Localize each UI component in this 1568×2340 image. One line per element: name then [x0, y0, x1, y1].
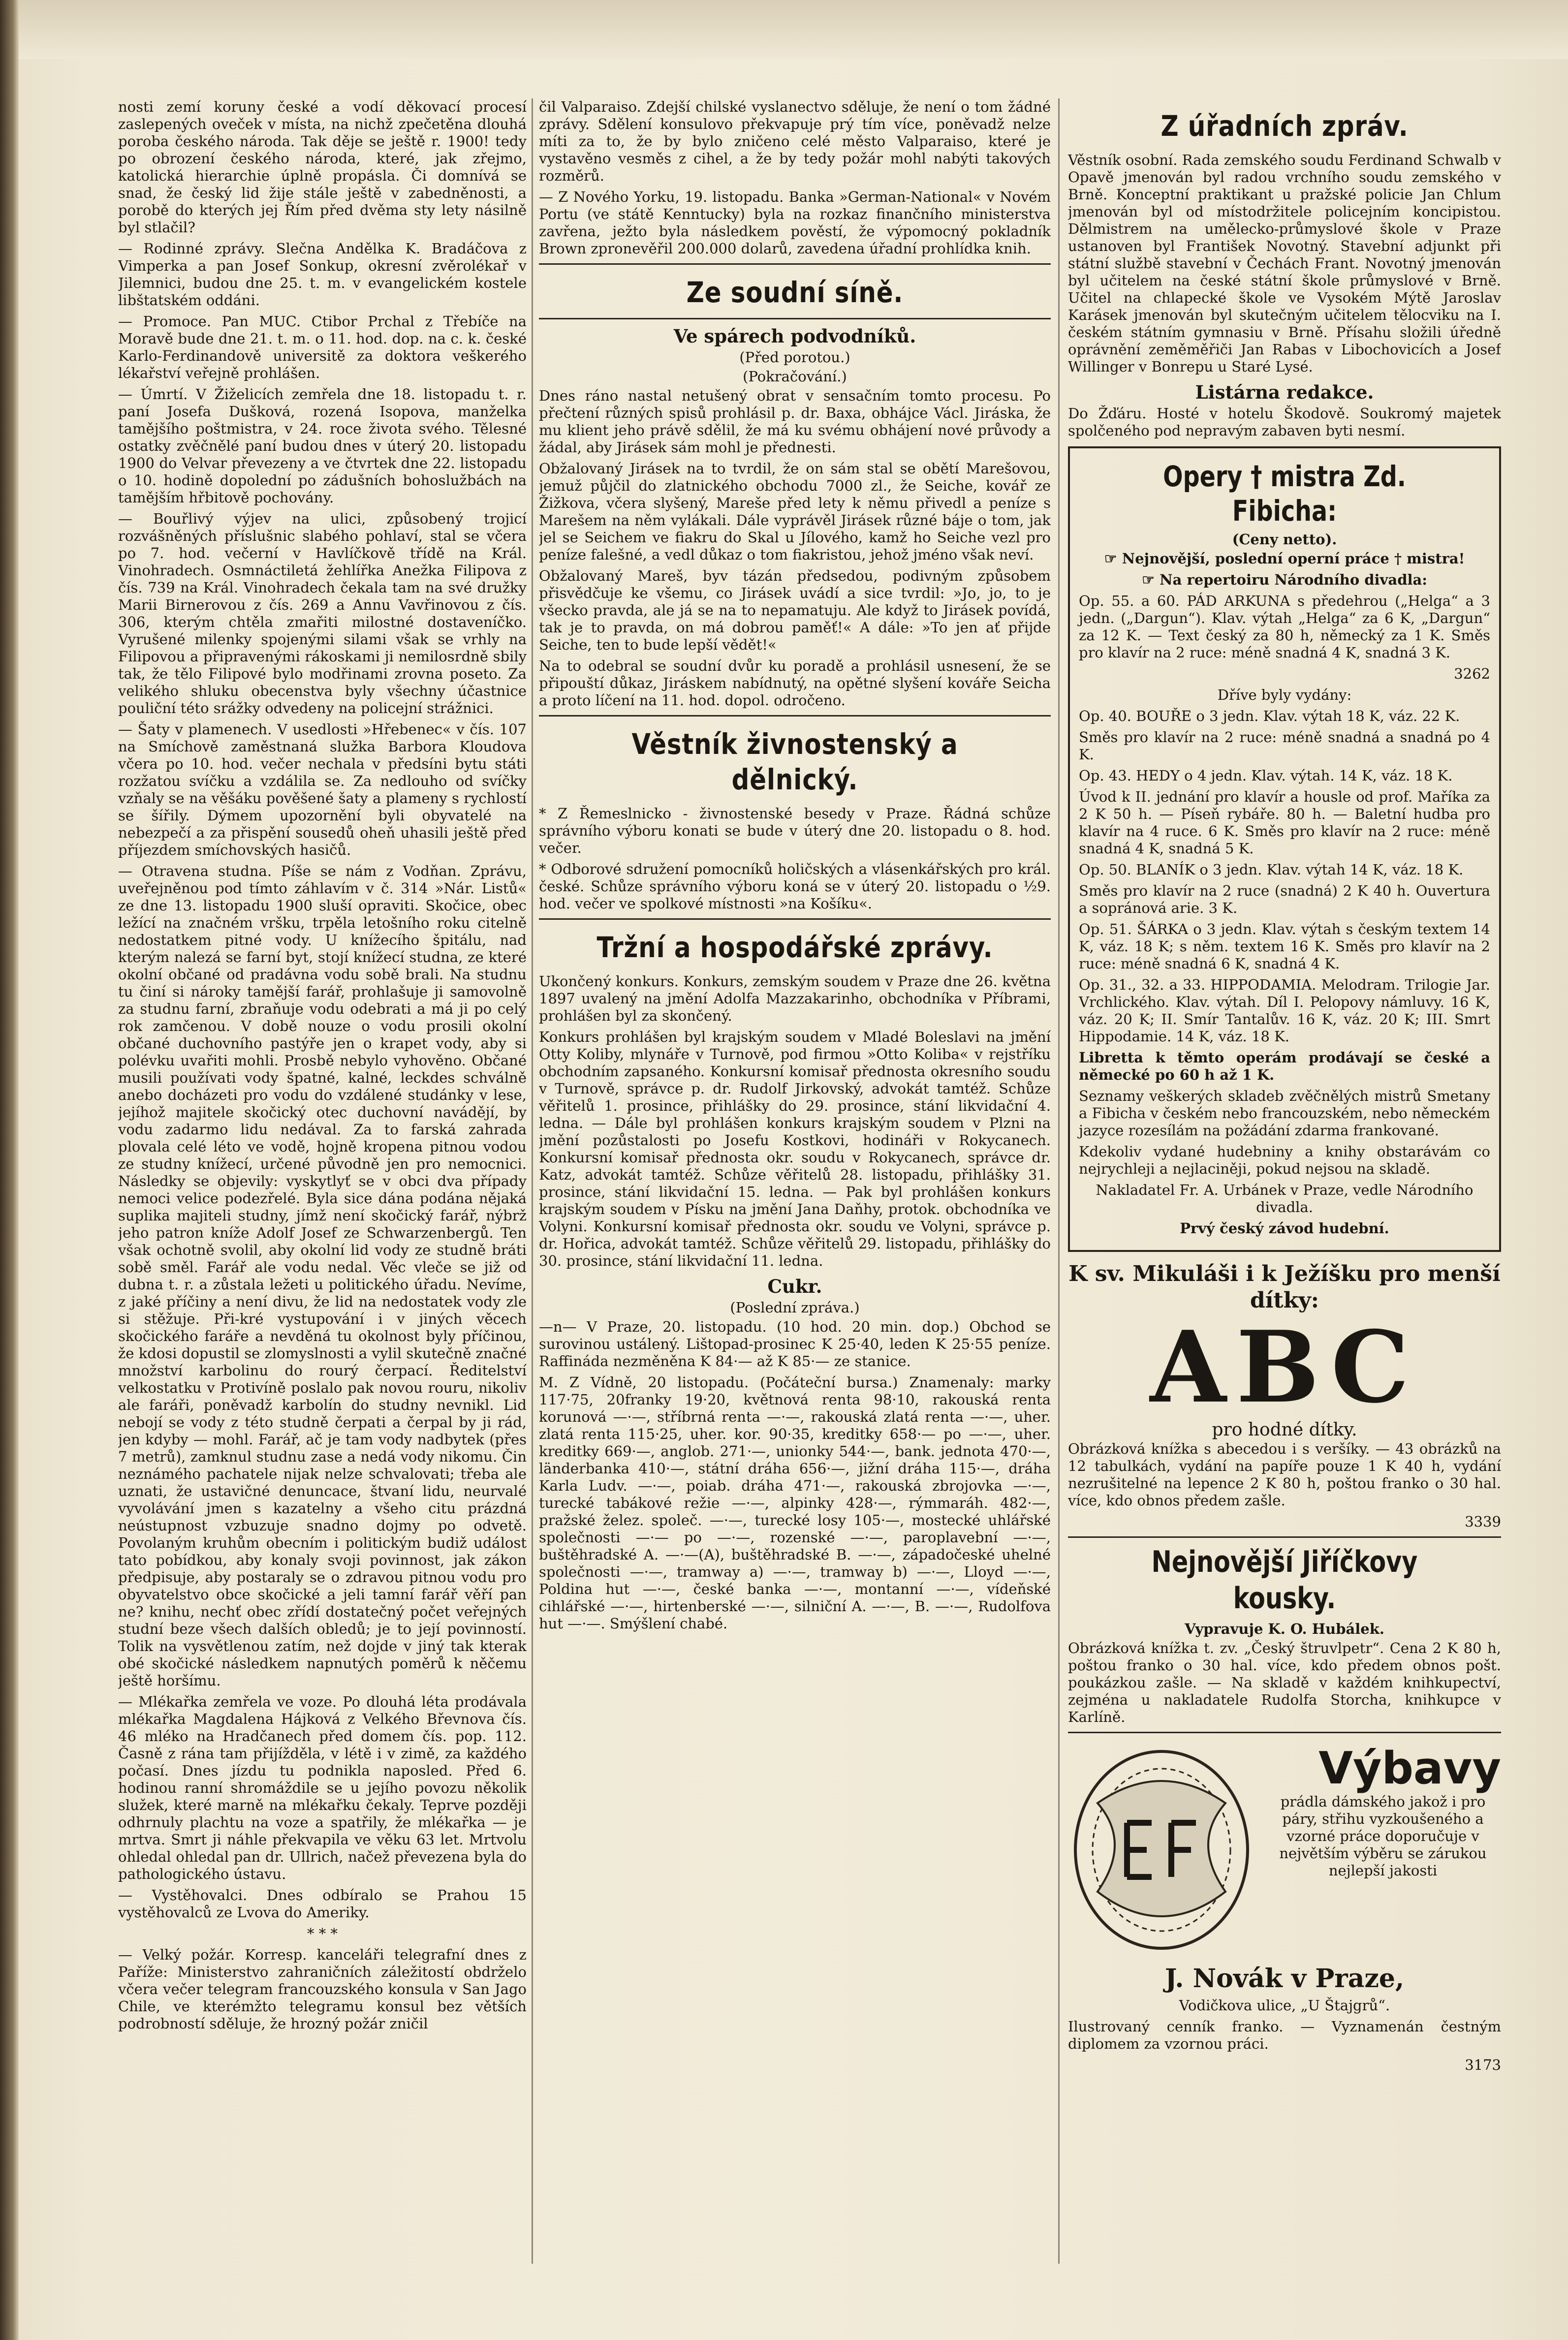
article-paragraph: — Z Nového Yorku, 19. listopadu. Banka »German-National« v Novém Portu (ve státě Kenntucky) byla na rozkaz finančního ministerstva zavřena, ježto byla následkem pověstí, že výpomocný pokladník Brown zpronevěřil 200.000 dolarů, zavedena úřadní prohlídka knih. — [539, 188, 1051, 257]
article-paragraph: — Šaty v plamenech. V usedlosti »Hřebenec« v čís. 107 na Smíchově zaměstnaná služka Barbora Kloudova včera po 10. hod. večer nechala v předsíni bytu státi rozžatou svíčku a vzdálila se. Za nedlouho od svíčky vzňaly se na věšáku pověšené šaty a plameny s rychlostí se šířily. Dýmem upozornění byli obyvatelé na nebezpečí a za přispění sousedů oheň uhasili ještě před příjezdem smíchovských hasičů. — [118, 721, 527, 858]
advert-paragraph: Ilustrovaný cenník franko. — Vyznamenán čestným diplomem za vzornou práci. — [1068, 2018, 1501, 2052]
advert-jiricek — [1068, 1544, 1501, 1726]
pointing-hand-icon: ☞ — [1141, 571, 1160, 588]
column-rule — [532, 98, 533, 2264]
article-paragraph: * Odborové sdružení pomocníků holičských a vlásenkářských pro král. české. Schůze správního výboru koná se v úterý 20. listopadu o ½9. hod. večer ve spolkové místnosti »na Košíku«. — [539, 861, 1051, 912]
advert-paragraph: Seznamy veškerých skladeb zvěčnělých mistrů Smetany a Fibicha v českém nebo francouzském, nebo německém jazyce rozesílám na požádání zdarma frankované. — [1079, 1088, 1490, 1139]
advert-item: Směs pro klavír na 2 ruce: méně snadná a snadná po 4 K. — [1079, 729, 1490, 763]
article-paragraph: * Z Řemeslnicko - živnostenské besedy v Praze. Řádná schůze správního výboru konati se bude v úterý dne 20. listopadu o 8. hod. večer. — [539, 805, 1051, 856]
advert-paragraph: Obrázková knížka t. zv. „Český štruvlpetr“. Cena 2 K 80 h, poštou franko o 30 hal. více, kdo předem obnos pošt. poukázkou zašle. — Na skladě v každém knihkupectví, zejména u nakladatele Rudolfa Storcha, knihkupce v Karlíně. — [1068, 1640, 1501, 1725]
advert-line: ☞ Na repertoiru Národního divadla: — [1141, 571, 1427, 588]
article-paragraph: — Rodinné zprávy. Slečna Andělka K. Bradáčova z Vimperka a pan Josef Sonkup, okresní zvěrolékař v Jilemnici, budou dne 25. t. m. v evangelickém kostele libštatském oddáni. — [118, 240, 527, 309]
advert-item: Op. 31., 32. a 33. HIPPODAMIA. Melodram. Trilogie Jar. Vrchlického. Klav. výtah. Díl I. Pelopovy námluvy. 16 K, váz. 20 K; II. Smír Tantalův. 16 K, váz. 20 K; III. Smrt Hippodamie. 14 K, váz. 18 K. — [1079, 976, 1490, 1045]
section-rule — [539, 918, 1051, 920]
advert-line: ☞ Nejnovější, poslední operní práce † mistra! — [1104, 550, 1465, 567]
article-paragraph: — Bouřlivý výjev na ulici, způsobený trojicí rozvášněných příslušnic slabého pohlaví, stal se včera po 7. hod. večerní v Havlíčkově třídě na Král. Vinohradech. Osmnáctiletá žehlířka Anežka Filipova z čís. 739 na Král. Vinohradech čekala tam na své družky Marii Birnerovou z čís. 269 a Annu Vavřinovou z čís. 306, kterým chtěla zmařiti milostné dostaveníčko. Vyrušené milenky spojenými silami však se vrhly na Filipovou a připravenými rákoskami ji nemilosrdně sbily tak, že tělo Filipové bylo modřinami zrovna poseto. Za velikého shluku obecenstva byly všechny účastnice pouliční této srážky odvedeny na policejní strážnici. — [118, 510, 527, 717]
advert-item: Op. 51. ŠÁRKA o 3 jedn. Klav. výtah s českým textem 14 K, váz. 18 K; s něm. textem 16 K. Směs pro klavír na 2 ruce: méně snadná 6 K, snadná 4 K. — [1079, 921, 1490, 972]
advert-fibich-operas — [1068, 446, 1501, 1252]
article-title: Listárna redakce. — [1195, 381, 1374, 403]
section-rule — [539, 263, 1051, 265]
advert-subtitle: (Ceny netto). — [1232, 531, 1337, 548]
article-subtitle: (Poslední zpráva.) — [730, 1299, 860, 1316]
article-paragraph: Ukončený konkurs. Konkurs, zemským soudem v Praze dne 26. května 1897 uvalený na jmění Adolfa Mazzakarinho, obchodníka v Příbrami, prohlášen byl za skončený. — [539, 973, 1051, 1024]
advert-order-number: 3262 — [1454, 665, 1490, 682]
section-heading-court: Ze soudní síně. — [686, 276, 904, 309]
article-paragraph: Obžalovaný Mareš, byv tázán předsedou, podivným způsobem přisvědčuje ke všemu, co Jirásek uvádí a sice tvrdil: »Jo, jo, to je všecko pravda, ale já se na to nepamatuju. Ale když to Jirásek povídá, tak je to pravda, on má dobrou paměť!« A dále: »To jen ať přijde Seiche, ten to bude lepší vědět!« — [539, 567, 1051, 653]
separator-stars: * * * — [307, 1925, 338, 1942]
article-paragraph: Konkurs prohlášen byl krajským soudem v Mladé Boleslavi na jmění Otty Koliby, mlynáře v Turnově, pod firmou »Otto Koliba« v rejstříku obchodním zapsaného. Konkursní komisař přednosta okresního soudu v Turnově, správce p. dr. Rudolf Jirkovský, advokát tamtéž. Schůze věřitelů 1. prosince, přihlášky do 29. prosince, stání likvidační 4. ledna. — Dále byl prohlášen konkurs krajským soudem v Plzni na jmění pozůstalosti po Josefu Kostkovi, hodináři v Rokycanech. Konkursní komisař přednosta okr. soudu v Rokycanech, správce dr. Katz, advokát tamtéž. Schůze věřitelů 28. listopadu, přihlášky 31. prosince, stání likvidační 15. ledna. — Pak byl prohlášen konkurs krajským soudem v Písku na jmění Jana Daňhy, protok. obchodníka ve Volyni. Konkursní komisař přednosta okr. soudu ve Volyni, správce p. dr. Hořica, advokát tamtéž. Schůze věřitelů 29. listopadu, přihlášky do 30. prosince, stání likvidační 11. ledna. — [539, 1029, 1051, 1269]
article-paragraph: Do Žďáru. Hosté v hotelu Škodově. Soukromý majetek spolčeného pod nepravým zabaven byti nesmí. — [1068, 405, 1501, 439]
advert-order-number: 3173 — [1465, 2057, 1501, 2073]
article-paragraph: M. Z Vídně, 20 listopadu. (Počáteční bursa.) Znamenaly: marky 117·75, 20franky 19·20, květnová renta 98·10, rakouská renta korunová —·—, stříbrná renta —·—, rakouská zlatá renta —·—, uher. zlatá renta 115·25, uher. kor. 90·35, kreditky 658·— po —·—, uher. kreditky 669·—, anglob. 271·—, unionky 544·—, bank. jednota 470·—, länderbanka 410·—, státní dráha 656·—, jižní dráha 115·—, dráha Karla Ludv. —·—, poiab. dráha 471·—, rakouská zbrojovka —·—, turecké tabákové režie —·—, alpinky 428·—, rýmmaráh. 482·—, pražské želez. společ. —·—, turecké losy 105·—, mostecké uhlářské společnosti —·— po —·—, rozenské —·—, paroplavební —·—, buštěhradské A. —·—(A), buštěhradské B. —·—, západočeské uhelné společnosti —·—, tramway a) —·—, tramway b) —·—, Lloyd —·—, Poldina hut —·—, české banka —·—, montanní —·—, vídeňské cihlářské —·—, hirtenberské —·—, silniční A. —·—, B. —·—, Rudolfova hut —·—. Smýšlení chabé. — [539, 1374, 1051, 1632]
article-paragraph: — Vystěhovalci. Dnes odbíralo se Prahou 15 vystěhovalců ze Lvova do Ameriky. — [118, 1887, 527, 1921]
section-heading-office: Z úřadních zpráv. — [1160, 109, 1409, 143]
article-paragraph: čil Valparaiso. Zdejší chilské vyslanectvo sděluje, že není o tom žádné zprávy. Sdělení konsulovo překvapuje prý tím více, poněvadž nelze míti za to, že by bylo zničeno celé město Valparaiso, které je vystavěno vesměs z cihel, a že by tedy požár mohl nabýti takových rozměrů. — [539, 98, 1051, 184]
section-heading-market: Tržní a hospodářské zprávy. — [596, 931, 993, 964]
advert-item: Op. 40. BOUŘE o 3 jedn. Klav. výtah 18 K, váz. 22 K. — [1079, 708, 1460, 724]
article-paragraph: — Velký požár. Korresp. kanceláři telegrafní dnes z Paříže: Ministerstvo zahraničních záležitostí obdrželo včera večer telegram francouzského konsula v San Jago Chile, ve kterémžto telegramu konsul bez větších podrobností sděluje, že hrozný požár zničil — [118, 1946, 527, 2032]
page-top-margin — [19, 0, 1568, 59]
advert-title: Nejnovější Jiříčkovy kousky. — [1151, 1545, 1418, 1616]
article-paragraph: — Mlékařka zemřela ve voze. Po dlouhá léta prodávala mlékařka Magdalena Hájková z Velkého Břevnova čís. 46 mléko na Hradčanech před domem čís. pop. 112. Časně z rána tam přijížděla, v létě i v zimě, za každého počasí. Dnes jízdu tu podnikla naposled. Před 6. hodinou ranní shromáždile se u jejího povozu několik služek, které marně na mlékařku čekaly. Teprve později odhrnuly plachtu na voze a spatřily, že mlékařka — je mrtva. Smrt ji náhle překvapila ve věku 63 let. Mrtvolu ohledal ohledal pan dr. Ullrich, načež převezena byla do pathologického ústavu. — [118, 1693, 527, 1882]
advert-item: Op. 43. HEDY o 4 jedn. Klav. výtah. 14 K, váz. 18 K. — [1079, 767, 1453, 784]
advert-paragraph: Libretta k těmto operám prodávají se české a německé po 60 h až 1 K. — [1079, 1049, 1490, 1083]
advert-paragraph: Obrázková knížka s abecedou i s veršíky. — 43 obrázků na 12 tabulkách, vydání na papíře pouze 1 K 40 h, vydání nezrušitelné na lepence 2 K 80 h, poštou franko o 30 hal. více, kdo obnos předem zašle. — [1068, 1440, 1501, 1509]
article-paragraph: Dnes ráno nastal netušený obrat v sensačním tomto procesu. Po přečtení různých spisů prohlásil p. dr. Baxa, obhájce Václ. Jiráska, že mu klient jeho právě sdělil, že má ku svému obhájení nové průvody a žádal, aby Jirásek sám mohl je přednesti. — [539, 387, 1051, 456]
article-paragraph: —n— V Praze, 20. listopadu. (10 hod. 20 min. dop.) Obchod se surovinou ustálený. Lištopad-prosinec K 25·40, leden K 25·55 peníze. Raffináda nezměněna K 84·— až K 85·— ze stanice. — [539, 1318, 1051, 1370]
column-left — [118, 98, 527, 2036]
article-paragraph: nosti zemí koruny české a vodí děkovací procesí zaslepených oveček v místa, na nichž zpečetěna dlouhá poroba českého národa. Tak děje se ještě r. 1900! tedy po obrození českého národa, které, jak zřejmo, katolická hierarchie úplně propásla. Či domnívá se snad, že český lid žije stále ještě v zabedněnosti, a porobě do kterých jej Řím před dvěma sty lety násilně byl stlačil? — [118, 98, 527, 236]
article-paragraph: Věstník osobní. Rada zemského soudu Ferdinand Schwalb v Opavě jmenován byl radou vrchního soudu zemského v Brně. Konceptní praktikant u pražské policie Jan Chlum jmenován byl od místodržitele policejním koncipistou. Dělmistrem na umělecko-průmyslové škole v Praze ustanoven byl František Novotný. Stavební adjunkt při státní službě stavební v Čechách Frant. Novotný jmenován byl učitelem na české státní škole průmyslové v Brně. Učitel na chlapecké škole ve Vysokém Mýtě Jaroslav Karásek jmenován byl skutečným učitelem tělocviku na I. českém státním gymnasiu v Brně. Přísahu složili úředně oprávnění zeměměřiči Jan Rabas v Libochovicích a Josef Willinger v Bonrepu u Staré Lysé. — [1068, 152, 1501, 375]
advert-company-name: J. Novák v Praze, — [1164, 1964, 1405, 1994]
article-paragraph: Na to odebral se soudní dvůr ku poradě a prohlásil usnesení, že se připouští důkaz, Jiráskem nabídnutý, na opětné slyšení kováře Seicha a proto líčení na 11. hod. dopol. odročeno. — [539, 657, 1051, 709]
pointing-hand-icon: ☞ — [1104, 550, 1122, 567]
advert-slogan: Prvý český závod hudební. — [1180, 1220, 1389, 1237]
advert-title: K sv. Mikuláši i k Ježíšku pro menší dítky: — [1068, 1261, 1501, 1313]
advert-rule — [1068, 1536, 1501, 1538]
section-rule — [539, 318, 1051, 319]
article-paragraph: — Otravena studna. Píše se nám z Vodňan. Zprávu, uveřejněnou pod tímto záhlavím v č. 314 »Nár. Listů« ze dne 13. listopadu 1900 sluší opraviti. Skočice, obec ležící na značném vršku, trpěla letošního roku citelně nedostatkem pitné vody. U knížecího špitálu, nad kterým nalezá se farní byt, stojí knížecí studna, ze které okolní občané od pradávna vodu sobě brali. Na studnu tu činí si nároky tamější farář, prohlašuje ji samovolně za studnu farní, zbraňuje vodu odebrati a má ji po celý rok zamčenou. V době nouze o vodu prosili okolní občané duchovního pastýře jen o krapet vody, aby si polévku uvařiti mohli. Prosbě nebylo vyhověno. Občané musili používati vody špatné, kalné, leckdes schválně anebo docházeti pro vodu do vzdálené studánky v lese, jejíhož majitele skočický otec duchovní navádějí, by vodu zadarmo lidu nedával. Za to farská zahrada plovala celé léto ve vodě, hojně kropena pitnou vodou ze studny knížecí, určené původně jen pro nemocnici. Následky se objevily: vyskytlyť se v obci dva případy nemoci velice podezřelé. Byla sice dána podána nějaká suplika majiteli studny, jímž není skočický farář, nýbrž jeho patron kníže Adolf Josef ze Schwarzenbergů. Ten však ochotně svolil, aby okolní lid vody ze studně bráti sobě směl. Farář ale vodu nedal. Věc vleče se již od dubna t. r. a zůstala ležeti u politického úřadu. Nevíme, z jaké příčiny a není divu, že lid na nedostatek vody zle si stěžuje. Při-kré vystupování i v jiných věcech skočického faráře a nevděná tu okolnost byly příčinou, že kdosi dopustil se zlomyslnosti a vylil skutečně značné množství karbolinu do rourý čerpací. Ředitelství velkostatku v Protivíně poslalo pak novou rouru, nikoliv ale faráři, poněvadž karbolín do studny nevnikl. Lid nebojí se vody z této studně čerpati a čerpal by ji rád, jen kdyby — mohl. Farář, ač je tam vody nadbytek (přes 7 metrů), zamknul studnu zase a nedá vody nikomu. Čin neznámého pachatele nijak nelze schvalovati; třeba ale uznati, že ustavičné denuncace, štvaní lidu, neurvalé vyvolávání jmen s kazatelny a všeho citu prázdná neústupnost vzbuzuje snadno dojmy po odvetě. Povolaným kruhům obecním i politickým budiž událost tato pobídkou, aby konaly svoji povinnost, jak zákon předpisuje, aby postaraly se o zdravou pitnou vodu pro obyvatelstvo obce skočické a jeli tamní farář věří pan ne? knihu, nechť obec zřídí dostatečný počet veřejných studní beze všech dalších obledů; je to její povinností. Tolik na vysvětlenou zatím, než dojde v jiný tak kterak obé skočické následkem napnutých poměrů k něčemu ještě horšímu. — [118, 863, 527, 1689]
column-rule — [1058, 98, 1060, 2264]
article-paragraph: — Promoce. Pan MUC. Ctibor Prchal z Třebíče na Moravě bude dne 21. t. m. o 11. hod. dop. na c. k. české Karlo-Ferdinandově universitě za doktora veškerého lékařství veřejně prohlášen. — [118, 313, 527, 381]
column-middle — [539, 98, 1051, 1636]
advert-novak — [1068, 1739, 1501, 2078]
article-title: Cukr. — [767, 1276, 822, 1297]
advert-address: Vodičkova ulice, „U Štajgrů“. — [1179, 1997, 1390, 2014]
advert-item: Op. 50. BLANÍK o 3 jedn. Klav. výtah 14 K, váz. 18 K. — [1079, 861, 1464, 878]
advert-publisher: Nakladatel Fr. A. Urbánek v Praze, vedle Národního divadla. — [1096, 1182, 1474, 1216]
advert-paragraph: Kdekoliv vydané hudebniny a knihy obstarávám co nejrychleji a nejlaciněji, pokud nejsou na skladě. — [1079, 1143, 1490, 1177]
article-subtitle: (Pokračování.) — [743, 368, 847, 385]
advert-paragraph: Op. 55. a 60. PÁD ARKUNA s předehrou („Helga“ a 3 jedn. („Dargun“). Klav. výtah „Helga“ za 6 K, „Dargun“ za 12 K. — Text český za 80 h, německý za 1 K. Směs pro klavír na 2 ruce: méně snadná 4 K, snadná 3 K. — [1079, 593, 1490, 661]
lace-monogram-emblem — [1068, 1744, 1255, 1956]
article-paragraph: Obžalovaný Jirásek na to tvrdil, že on sám stal se obětí Marešovou, jemuž půjčil do zlatnického obchodu 7000 zl., že Seiche, kovář ze Žižkova, včera slyšený, Mareše před lety k němu přivedl a peníze s Marešem na něm vylákali. Dále vyprávěl Jirásek různé báje o tom, jak jel se Seichem ve fiakru do Skal u Jílového, kamž ho Seiche vezl pro peníze falešné, a vedl důkaz o tom fiakristou, jehož jméno však neví. — [539, 460, 1051, 563]
advert-item: Úvod k II. jednání pro klavír a housle od prof. Maříka za 2 K 50 h. — Píseň rybáře. 80 h. — Baletní hudba pro klavír na 4 ruce. 6 K. Směs pro klavír na 2 ruce: méně snadná 4 K, snadná 5 K. — [1079, 788, 1490, 857]
advert-item: Směs pro klavír na 2 ruce (snadná) 2 K 40 h. Ouvertura a sopránová arie. 3 K. — [1079, 882, 1490, 916]
advert-title: Opery † mistra Zd. Fibicha: — [1163, 460, 1406, 528]
advert-subtitle: pro hodné dítky. — [1212, 1420, 1357, 1440]
article-subtitle: (Před porotou.) — [739, 349, 850, 366]
advert-order-number: 3339 — [1465, 1513, 1501, 1530]
advert-abc — [1068, 1261, 1501, 1530]
advert-title: Výbavy — [1318, 1743, 1501, 1794]
page-binding-edge — [0, 0, 19, 2340]
advert-rule — [1068, 1732, 1501, 1733]
advert-paragraph: prádla dámského jakož i pro páry, střihu vyzkoušeného a vzorné práce doporučuje v největším výběru se zárukou nejlepší jakosti — [1279, 1793, 1487, 1879]
section-heading-trade: Věstník živnostenský a dělnický. — [631, 727, 958, 796]
advert-big-letters: ABC — [1150, 1310, 1419, 1425]
advert-subtitle: Vypravuje K. O. Hubálek. — [1185, 1621, 1384, 1637]
article-paragraph: — Úmrtí. V Žiželicích zemřela dne 18. listopadu t. r. paní Josefa Dušková, rozená Isopova, manželka tamějšího poštmistra, v 24. roce života svého. Tělesné ostatky zvěčnělé paní budou dnes v úterý 20. listopadu 1900 do Velvar převezeny a ve čtvrtek dne 22. listopadu o 10. hodině dopolední po zádušních bohoslužbách na tamějším hřbitově pochovány. — [118, 386, 527, 506]
article-title: Ve spárech podvodníků. — [673, 325, 916, 347]
column-right — [1068, 98, 1501, 2078]
section-rule — [539, 715, 1051, 717]
advert-line: Dříve byly vydány: — [1217, 686, 1352, 703]
